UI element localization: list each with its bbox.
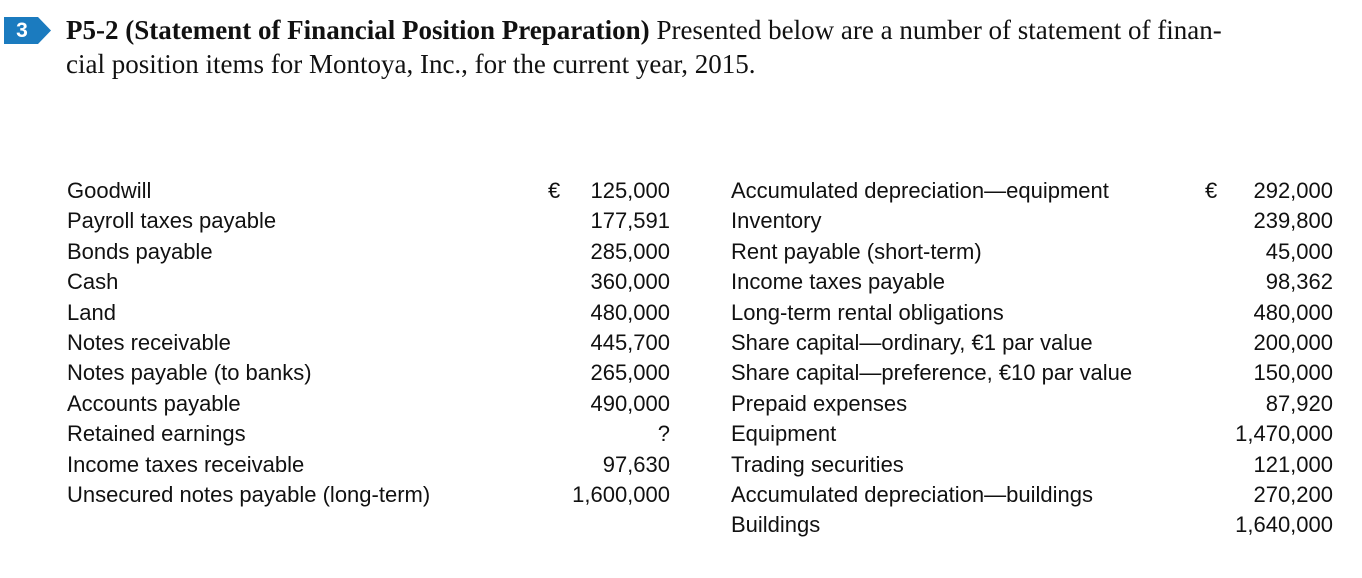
account-name: Goodwill bbox=[67, 178, 152, 203]
amount: 87,920 bbox=[1265, 390, 1333, 416]
amount: 1,600,000 bbox=[572, 481, 670, 507]
account-name: Rent payable (short-term) bbox=[731, 238, 982, 264]
item-value bbox=[1205, 450, 1333, 480]
amount: 445,700 bbox=[590, 329, 670, 355]
item-label bbox=[67, 176, 547, 206]
problem-text-line2: cial position items for Montoya, Inc., for the current year, 2015. bbox=[66, 49, 756, 79]
item-label bbox=[731, 267, 1201, 297]
amount: 177,591 bbox=[590, 208, 670, 234]
account-name: Trading securities bbox=[731, 451, 904, 477]
amount: 150,000 bbox=[1253, 360, 1333, 386]
item-value bbox=[1205, 176, 1333, 206]
item-value bbox=[548, 237, 670, 267]
item-label bbox=[731, 237, 1201, 267]
account-name: Share capital—preference, €10 par value bbox=[731, 360, 1133, 386]
item-label bbox=[731, 176, 1201, 206]
account-name: Income taxes payable bbox=[731, 269, 946, 295]
account-name: Land bbox=[67, 299, 116, 325]
amount: ? bbox=[657, 421, 670, 447]
problem-statement bbox=[66, 13, 1346, 81]
account-name: Share capital—ordinary, €1 par value bbox=[731, 329, 1093, 355]
account-name: Cash bbox=[67, 269, 119, 295]
amount: 480,000 bbox=[1253, 299, 1333, 325]
item-value bbox=[1205, 358, 1333, 388]
item-label bbox=[731, 389, 1201, 419]
item-label bbox=[67, 419, 547, 449]
amount: 265,000 bbox=[590, 360, 670, 386]
amount: 270,200 bbox=[1253, 481, 1333, 507]
item-value bbox=[548, 480, 670, 510]
currency-symbol: € bbox=[1205, 178, 1218, 203]
amount: 97,630 bbox=[602, 451, 670, 477]
amount: 239,800 bbox=[1253, 208, 1333, 234]
account-name: Notes receivable bbox=[67, 329, 231, 355]
amount: 125,000 bbox=[590, 178, 670, 203]
account-name: Income taxes receivable bbox=[67, 451, 305, 477]
item-label bbox=[67, 328, 547, 358]
amount: 490,000 bbox=[590, 390, 670, 416]
left-item-values bbox=[548, 176, 670, 510]
item-value bbox=[1205, 298, 1333, 328]
problem-title: (Statement of Financial Position Preparation) bbox=[125, 15, 650, 45]
item-value bbox=[548, 419, 670, 449]
item-label bbox=[67, 298, 547, 328]
problem-text-line1: Presented below are a number of statement of finan- bbox=[656, 15, 1222, 45]
item-label bbox=[731, 206, 1201, 236]
item-value bbox=[1205, 237, 1333, 267]
amount: 45,000 bbox=[1265, 238, 1333, 264]
right-item-labels bbox=[731, 176, 1201, 541]
account-name: Accumulated depreciation—buildings bbox=[731, 481, 1093, 507]
item-label bbox=[731, 328, 1201, 358]
amount: 292,000 bbox=[1253, 178, 1333, 203]
currency-symbol: € bbox=[548, 178, 561, 203]
item-label bbox=[731, 480, 1201, 510]
item-value bbox=[1205, 510, 1333, 540]
item-value bbox=[548, 267, 670, 297]
item-label bbox=[67, 480, 547, 510]
problem-id: P5-2 bbox=[66, 15, 119, 45]
account-name: Unsecured notes payable (long-term) bbox=[67, 481, 431, 507]
item-value bbox=[1205, 267, 1333, 297]
account-name: Bonds payable bbox=[67, 238, 213, 264]
left-item-labels bbox=[67, 176, 547, 510]
amount: 1,640,000 bbox=[1235, 512, 1333, 538]
item-value bbox=[548, 358, 670, 388]
problem-number-badge bbox=[4, 17, 52, 44]
item-value bbox=[548, 176, 670, 206]
right-item-values bbox=[1205, 176, 1333, 541]
item-label bbox=[67, 358, 547, 388]
item-label bbox=[67, 450, 547, 480]
item-value bbox=[548, 206, 670, 236]
item-label bbox=[731, 510, 1201, 540]
amount: 360,000 bbox=[590, 269, 670, 295]
item-value bbox=[548, 389, 670, 419]
item-value bbox=[1205, 206, 1333, 236]
item-value bbox=[1205, 480, 1333, 510]
amount: 98,362 bbox=[1265, 269, 1333, 295]
item-label bbox=[731, 298, 1201, 328]
item-label bbox=[67, 389, 547, 419]
account-name: Buildings bbox=[731, 512, 821, 538]
account-name: Accounts payable bbox=[67, 390, 241, 416]
item-value bbox=[1205, 328, 1333, 358]
item-value bbox=[548, 328, 670, 358]
amount: 480,000 bbox=[590, 299, 670, 325]
item-label bbox=[731, 358, 1201, 388]
account-name: Retained earnings bbox=[67, 421, 246, 447]
item-value bbox=[548, 450, 670, 480]
item-value bbox=[548, 298, 670, 328]
account-name: Equipment bbox=[731, 421, 837, 447]
amount: 1,470,000 bbox=[1235, 421, 1333, 447]
account-name: Long-term rental obligations bbox=[731, 299, 1004, 325]
amount: 121,000 bbox=[1253, 451, 1333, 477]
account-name: Accumulated depreciation—equipment bbox=[731, 178, 1109, 203]
amount: 285,000 bbox=[590, 238, 670, 264]
account-name: Inventory bbox=[731, 208, 822, 234]
item-value bbox=[1205, 389, 1333, 419]
item-label bbox=[731, 419, 1201, 449]
badge-number: 3 bbox=[16, 19, 28, 42]
item-value bbox=[1205, 419, 1333, 449]
item-label bbox=[731, 450, 1201, 480]
account-name: Notes payable (to banks) bbox=[67, 360, 312, 386]
amount: 200,000 bbox=[1253, 329, 1333, 355]
item-label bbox=[67, 267, 547, 297]
item-label bbox=[67, 237, 547, 267]
item-label bbox=[67, 206, 547, 236]
account-name: Payroll taxes payable bbox=[67, 208, 277, 234]
account-name: Prepaid expenses bbox=[731, 390, 908, 416]
